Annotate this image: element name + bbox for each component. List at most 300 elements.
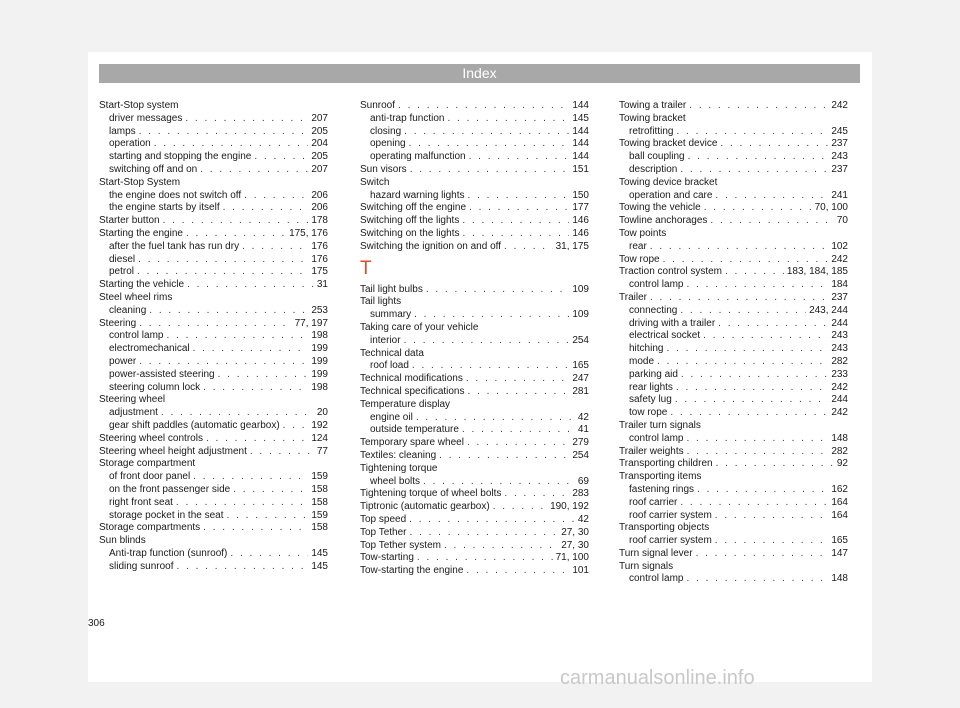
dot-leader [469, 151, 570, 164]
entry-label: the engine starts by itself [109, 202, 220, 214]
index-entry [360, 514, 589, 527]
entry-page-ref: 244 [831, 394, 848, 406]
index-subentry [619, 497, 848, 510]
entry-page-ref: 199 [311, 355, 328, 367]
dot-leader [710, 215, 833, 228]
entry-label: of front door panel [109, 471, 191, 483]
entry-label: fastening rings [629, 483, 695, 495]
dot-leader [469, 202, 569, 215]
dot-leader [466, 373, 569, 386]
index-entry-heading: Start-Stop system [99, 100, 179, 111]
dot-leader [410, 164, 570, 177]
dot-leader [193, 471, 308, 484]
entry-label: electromechanical [109, 343, 190, 355]
entry-page-ref: 199 [311, 343, 328, 355]
entry-label: control lamp [629, 432, 684, 444]
index-entry [360, 540, 589, 553]
dot-leader [663, 254, 829, 267]
dot-leader [689, 100, 828, 113]
entry-page-ref: 242 [831, 253, 848, 265]
dot-leader [254, 151, 308, 164]
index-entry-heading: Tightening torque [360, 462, 438, 474]
entry-page-ref: 144 [572, 125, 589, 137]
entry-page-ref: 237 [831, 138, 848, 150]
index-entry [360, 228, 589, 241]
entry-label: Tail light bulbs [360, 283, 423, 295]
entry-label: Starting the engine [99, 227, 183, 239]
index-entry-heading: Steel wheel rims [99, 291, 173, 303]
entry-label: Trailer [619, 291, 647, 303]
entry-page-ref: 158 [311, 496, 328, 508]
dot-leader [398, 100, 569, 113]
entry-page-ref: 145 [572, 112, 589, 124]
entry-page-ref: 254 [572, 449, 589, 461]
index-entry [360, 241, 589, 254]
entry-page-ref: 102 [831, 240, 848, 252]
dot-leader [703, 330, 828, 343]
entry-label: Turn signal lever [619, 547, 693, 559]
entry-label: gear shift paddles (automatic gearbox) [109, 419, 280, 431]
entry-page-ref: 146 [572, 227, 589, 239]
index-subentry [99, 497, 328, 510]
entry-label: tow rope [629, 407, 668, 419]
entry-label: Steering wheel controls [99, 432, 203, 444]
dot-leader [206, 433, 308, 446]
index-entry [99, 433, 328, 446]
entry-page-ref: 247 [572, 373, 589, 385]
entry-label: description [629, 163, 678, 175]
entry-label: mode [629, 355, 655, 367]
entry-page-ref: 162 [831, 483, 848, 495]
entry-label: Textiles: cleaning [360, 449, 437, 461]
entry-label: summary [370, 309, 412, 321]
index-subentry [99, 382, 328, 395]
entry-page-ref: 148 [831, 432, 848, 444]
dot-leader [462, 424, 575, 437]
index-subentry [619, 190, 848, 203]
index-entry [360, 100, 589, 113]
dot-leader [139, 356, 308, 369]
dot-leader [675, 394, 829, 407]
index-subentry [360, 113, 589, 126]
entry-page-ref: 178 [311, 215, 328, 227]
index-entry-heading: Taking care of your vehicle [360, 321, 479, 333]
entry-page-ref: 109 [572, 283, 589, 295]
entry-label: power [109, 355, 137, 367]
dot-leader [244, 190, 308, 203]
entry-label: lamps [109, 125, 136, 137]
entry-label: Starting the vehicle [99, 279, 185, 291]
index-entry-heading: Steering wheel [99, 394, 166, 406]
entry-label: right front seat [109, 496, 173, 508]
entry-page-ref: 190, 192 [550, 501, 589, 513]
index-subentry [99, 356, 328, 369]
entry-label: driver messages [109, 112, 183, 124]
entry-label: operating malfunction [370, 151, 466, 163]
dot-leader [466, 565, 569, 578]
dot-leader [416, 412, 575, 425]
index-subentry [619, 394, 848, 407]
entry-label: Sun visors [360, 163, 407, 175]
entry-page-ref: 282 [831, 355, 848, 367]
entry-page-ref: 31 [316, 279, 328, 291]
dot-leader [688, 151, 829, 164]
entry-label: Top Tether system [360, 539, 441, 551]
dot-leader [650, 241, 829, 254]
entry-label: Switching off the lights [360, 215, 460, 227]
index-subentry [99, 202, 328, 215]
dot-leader [493, 501, 547, 514]
index-subentry [99, 305, 328, 318]
entry-page-ref: 206 [311, 202, 328, 214]
entry-label: rear [629, 240, 647, 252]
index-subentry [619, 279, 848, 292]
index-entry-heading: Transporting items [619, 471, 702, 483]
entry-page-ref: 159 [311, 471, 328, 483]
entry-label: Steering [99, 317, 137, 329]
entry-label: connecting [629, 304, 678, 316]
index-subentry [99, 484, 328, 497]
entry-label: parking aid [629, 368, 678, 380]
index-subentry [99, 113, 328, 126]
dot-leader [137, 266, 308, 279]
index-subentry [99, 420, 328, 433]
index-entry [99, 228, 328, 241]
index-subentry [99, 407, 328, 420]
entry-page-ref: 42 [577, 513, 589, 525]
index-entry [360, 386, 589, 399]
index-subentry [619, 343, 848, 356]
entry-label: Temporary spare wheel [360, 437, 464, 449]
entry-page-ref: 158 [311, 483, 328, 495]
index-subentry [99, 190, 328, 203]
index-subentry [360, 151, 589, 164]
entry-page-ref: 144 [572, 138, 589, 150]
entry-page-ref: 281 [572, 385, 589, 397]
entry-label: retrofitting [629, 125, 674, 137]
entry-page-ref: 151 [572, 163, 589, 175]
index-subentry [619, 356, 848, 369]
entry-label: Towline anchorages [619, 215, 708, 227]
index-entry [360, 202, 589, 215]
index-entry-heading: Sun blinds [99, 535, 146, 547]
index-entry [360, 552, 589, 565]
index-entry-heading: Temperature display [360, 398, 451, 410]
index-subentry [99, 510, 328, 523]
dot-leader [250, 446, 314, 459]
entry-page-ref: 176 [311, 240, 328, 252]
entry-label: Transporting children [619, 458, 713, 470]
entry-page-ref: 207 [311, 163, 328, 175]
index-entry-heading: Transporting objects [619, 522, 710, 534]
index-subentry [99, 254, 328, 267]
entry-label: opening [370, 138, 406, 150]
entry-label: electrical socket [629, 330, 701, 342]
dot-leader [404, 126, 569, 139]
dot-leader [283, 420, 309, 433]
entry-page-ref: 243 [831, 151, 848, 163]
entry-label: hazard warning lights [370, 189, 465, 201]
index-entry-heading: Start-Stop System [99, 176, 181, 188]
index-entry [619, 292, 848, 305]
dot-leader [716, 458, 834, 471]
entry-label: diesel [109, 253, 136, 265]
index-subentry [619, 241, 848, 254]
index-entry [360, 215, 589, 228]
entry-page-ref: 164 [831, 509, 848, 521]
entry-page-ref: 144 [572, 151, 589, 163]
index-entry [619, 254, 848, 267]
entry-page-ref: 158 [311, 522, 328, 534]
entry-page-ref: 144 [572, 100, 589, 111]
entry-page-ref: 124 [311, 432, 328, 444]
entry-page-ref: 205 [311, 125, 328, 137]
dot-leader [409, 138, 570, 151]
dot-leader [186, 228, 286, 241]
entry-page-ref: 243 [831, 330, 848, 342]
index-subentry [99, 548, 328, 561]
dot-leader [715, 510, 829, 523]
index-subentry [619, 407, 848, 420]
entry-page-ref: 177 [572, 202, 589, 214]
index-entry-heading: Towing device bracket [619, 176, 718, 188]
entry-page-ref: 31, 175 [555, 240, 589, 252]
entry-page-ref: 109 [572, 309, 589, 321]
index-subentry [360, 476, 589, 489]
index-subentry [619, 382, 848, 395]
index-entry-heading: Towing bracket [619, 112, 686, 124]
entry-label: on the front passenger side [109, 483, 231, 495]
dot-leader [203, 522, 308, 535]
dot-leader [697, 484, 828, 497]
entry-label: roof carrier system [629, 535, 712, 547]
dot-leader [680, 164, 828, 177]
entry-page-ref: 204 [311, 138, 328, 150]
page-number: 306 [88, 618, 105, 629]
dot-leader [412, 360, 569, 373]
dot-leader [720, 138, 828, 151]
index-subentry [619, 484, 848, 497]
entry-page-ref: 242 [831, 100, 848, 111]
dot-leader [139, 318, 291, 331]
dot-leader [149, 305, 308, 318]
entry-label: interior [370, 334, 401, 346]
index-subentry [360, 190, 589, 203]
entry-page-ref: 242 [831, 407, 848, 419]
entry-label: Top speed [360, 513, 407, 525]
dot-leader [193, 343, 309, 356]
entry-label: power-assisted steering [109, 368, 215, 380]
entry-label: Trailer weights [619, 445, 684, 457]
entry-page-ref: 279 [572, 437, 589, 449]
entry-label: control lamp [109, 330, 164, 342]
index-subentry [99, 330, 328, 343]
entry-page-ref: 77 [316, 445, 328, 457]
dot-leader [409, 514, 575, 527]
index-entry-heading: Turn signals [619, 560, 674, 572]
index-entry-heading: Tail lights [360, 296, 402, 308]
index-entry-heading: Trailer turn signals [619, 419, 701, 431]
index-subentry [99, 138, 328, 151]
dot-leader [233, 484, 308, 497]
index-entry [619, 202, 848, 215]
entry-label: Tow-starting the engine [360, 565, 464, 577]
entry-label: Tow-starting [360, 552, 414, 564]
entry-page-ref: 241 [831, 189, 848, 201]
index-entry [360, 450, 589, 463]
entry-label: Starter button [99, 215, 160, 227]
dot-leader [439, 450, 569, 463]
entry-page-ref: 77, 197 [294, 317, 328, 329]
dot-leader [230, 548, 308, 561]
index-entry [99, 318, 328, 331]
entry-page-ref: 147 [831, 547, 848, 559]
dot-leader [676, 126, 828, 139]
dot-leader [448, 113, 570, 126]
index-entry [360, 164, 589, 177]
index-entry [360, 527, 589, 540]
entry-label: adjustment [109, 407, 158, 419]
entry-page-ref: 27, 30 [561, 539, 589, 551]
index-subentry [360, 424, 589, 437]
page-header: Index [99, 64, 860, 83]
entry-label: outside temperature [370, 424, 459, 436]
dot-leader [681, 369, 828, 382]
entry-label: Switching the ignition on and off [360, 240, 502, 252]
entry-label: safety lug [629, 394, 672, 406]
dot-leader [686, 433, 828, 446]
index-subentry [99, 343, 328, 356]
entry-page-ref: 41 [577, 424, 589, 436]
entry-label: steering column lock [109, 381, 201, 393]
index-subentry [99, 266, 328, 279]
entry-page-ref: 27, 30 [561, 526, 589, 538]
entry-label: Tow points [619, 227, 667, 239]
entry-page-ref: 183, 184, 185 [786, 266, 848, 278]
index-subentry [619, 573, 848, 586]
entry-label: roof carrier system [629, 509, 712, 521]
entry-page-ref: 192 [311, 419, 328, 431]
index-subentry [619, 433, 848, 446]
dot-leader [417, 552, 553, 565]
dot-leader [504, 488, 569, 501]
dot-leader [404, 335, 570, 348]
entry-page-ref: 165 [572, 360, 589, 372]
entry-page-ref: 233 [831, 368, 848, 380]
dot-leader [467, 437, 569, 450]
index-entry [360, 284, 589, 297]
entry-page-ref: 165 [831, 535, 848, 547]
watermark-text: carmanualsonline.info [560, 667, 755, 689]
entry-label: hitching [629, 343, 664, 355]
entry-page-ref: 164 [831, 496, 848, 508]
entry-page-ref: 242 [831, 381, 848, 393]
dot-leader [139, 126, 309, 139]
entry-page-ref: 205 [311, 151, 328, 163]
entry-label: control lamp [629, 279, 684, 291]
index-subentry [619, 535, 848, 548]
index-subentry [360, 309, 589, 322]
dot-leader [166, 330, 308, 343]
entry-page-ref: 244 [831, 317, 848, 329]
entry-page-ref: 237 [831, 163, 848, 175]
entry-page-ref: 20 [316, 407, 328, 419]
dot-leader [680, 497, 828, 510]
index-subentry [619, 126, 848, 139]
entry-page-ref: 176 [311, 253, 328, 265]
dot-leader [218, 369, 309, 382]
dot-leader [696, 548, 829, 561]
dot-leader [185, 113, 308, 126]
entry-page-ref: 199 [311, 368, 328, 380]
dot-leader [423, 476, 575, 489]
index-entry [360, 437, 589, 450]
dot-leader [687, 446, 829, 459]
entry-label: cleaning [109, 304, 147, 316]
entry-label: Storage compartments [99, 522, 201, 534]
index-subentry [99, 471, 328, 484]
dot-leader [704, 202, 812, 215]
entry-label: starting and stopping the engine [109, 151, 252, 163]
index-subentry [619, 151, 848, 164]
index-entry [619, 266, 848, 279]
entry-label: Tiptronic (automatic gearbox) [360, 501, 490, 513]
entry-label: operation [109, 138, 151, 150]
entry-page-ref: 150 [572, 189, 589, 201]
dot-leader [410, 527, 559, 540]
entry-label: Technical specifications [360, 385, 465, 397]
entry-page-ref: 253 [311, 304, 328, 316]
entry-page-ref: 198 [311, 330, 328, 342]
entry-label: driving with a trailer [629, 317, 716, 329]
entry-label: Traction control system [619, 266, 722, 278]
entry-label: wheel bolts [370, 475, 421, 487]
index-entry [360, 501, 589, 514]
entry-label: sliding sunroof [109, 560, 174, 572]
entry-label: Switching on the lights [360, 227, 460, 239]
index-entry [619, 138, 848, 151]
entry-label: control lamp [629, 573, 684, 585]
entry-page-ref: 71, 100 [555, 552, 589, 564]
index-subentry [360, 335, 589, 348]
dot-leader [426, 284, 570, 297]
entry-label: Anti-trap function (sunroof) [109, 547, 228, 559]
index-entry-heading: Technical data [360, 347, 424, 359]
entry-label: Tow rope [619, 253, 660, 265]
index-column-3 [619, 100, 848, 586]
entry-label: ball coupling [629, 151, 685, 163]
index-subentry [619, 305, 848, 318]
index-subentry [360, 138, 589, 151]
dot-leader [463, 228, 570, 241]
entry-page-ref: 207 [311, 112, 328, 124]
dot-leader [725, 266, 784, 279]
index-letter-heading: T [360, 257, 372, 279]
dot-leader [227, 510, 309, 523]
entry-page-ref: 283 [572, 488, 589, 500]
index-column-2 [360, 100, 589, 578]
entry-page-ref: 148 [831, 573, 848, 585]
index-subentry [99, 561, 328, 574]
index-subentry [619, 330, 848, 343]
index-subentry [619, 318, 848, 331]
dot-leader [686, 279, 828, 292]
entry-page-ref: 69 [577, 475, 589, 487]
index-subentry [99, 164, 328, 177]
index-entry-heading: Storage compartment [99, 458, 196, 470]
dot-leader [176, 497, 308, 510]
dot-leader [200, 164, 308, 177]
